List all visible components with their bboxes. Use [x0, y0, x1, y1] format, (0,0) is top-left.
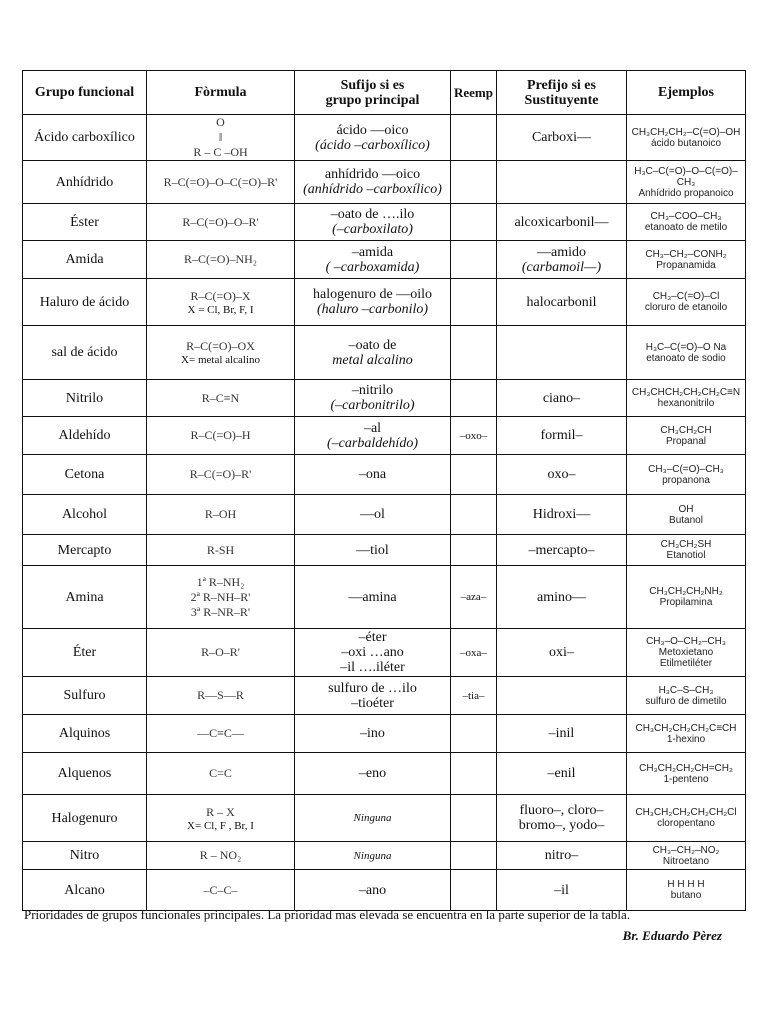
formula-text: R–OH [204, 507, 237, 521]
prefijo-text: alcoxicarbonil— [514, 214, 609, 230]
sufijo-alt: ( –carboxamida) [325, 259, 420, 275]
ejemplo-name: 1-hexino [666, 733, 706, 745]
ejemplo-cell [627, 842, 746, 870]
ejemplo-name: Etanotiol [666, 550, 706, 561]
grupo-name: Nitrilo [65, 390, 104, 406]
table-row [23, 204, 746, 241]
ejemplo-structure: OH [678, 503, 694, 515]
sufijo-cell [295, 115, 451, 161]
ejemplo-name: Propanal [665, 435, 707, 447]
ejemplo-name: Nitroetano [662, 855, 710, 867]
sufijo-cell [295, 677, 451, 715]
grupo-cell [23, 115, 147, 161]
ejemplo-name: Metoxietano Etilmetiléter [658, 647, 714, 669]
reemp-text: –aza– [460, 591, 487, 603]
ejemplo-structure: CH₃–O–CH₂–CH₃ [646, 636, 726, 647]
formula-text: R–C(=O)–O–R' [182, 214, 259, 229]
grupo-name: Ácido carboxílico [34, 130, 135, 145]
sufijo-alt: (–carboxilato) [332, 222, 413, 237]
reemp-cell [451, 380, 497, 417]
prefijo-cell [497, 161, 627, 204]
grupo-cell [23, 629, 147, 677]
prefijo-cell [497, 326, 627, 380]
sufijo-text: Ninguna [353, 849, 392, 862]
ejemplo-cell [627, 326, 746, 380]
formula-note: X= metal alcalino [181, 354, 260, 366]
reemp-cell [451, 495, 497, 535]
ejemplo-structure: CH₃CH₂CH₂CH=CH₂ [639, 762, 733, 774]
ejemplo-structure: H₃C–C(=O)–O Na [645, 341, 727, 353]
formula-text: R–O–R' [201, 645, 240, 659]
sufijo-text: –oato de [348, 337, 397, 353]
table-row [23, 495, 746, 535]
formula-cell [147, 842, 295, 870]
ejemplo-name: Propanamida [656, 259, 716, 271]
ejemplo-structure: CH₃–CH₂–NO₂ [652, 844, 720, 856]
prefijo-text: fluoro–, cloro– bromo–, yodo– [518, 803, 605, 833]
ejemplo-structure: H₃C–C(=O)–O–C(=O)–CH₃ [634, 165, 738, 188]
sufijo-cell [295, 417, 451, 455]
sufijo-text: –al [363, 420, 382, 436]
formula-cell [147, 535, 295, 566]
table-caption: Prioridades de grupos funcionales principales. La prioridad mas elevada se encuentra en la parte superior de la tabla. [24, 907, 631, 922]
ejemplo-cell [627, 204, 746, 241]
sufijo-text: sulfuro de …ilo –tioéter [328, 680, 417, 711]
sufijo-cell [295, 715, 451, 753]
table-row [23, 566, 746, 629]
table-row [23, 629, 746, 677]
formula-cell [147, 795, 295, 842]
ejemplo-structure: CH₃CH₂SH [660, 539, 712, 550]
grupo-cell [23, 161, 147, 204]
formula-cell [147, 715, 295, 753]
ejemplo-cell [627, 417, 746, 455]
grupo-name: Cetona [64, 467, 105, 482]
ejemplo-name: hexanonitrilo [657, 398, 715, 409]
prefijo-cell [497, 629, 627, 677]
table-row [23, 380, 746, 417]
sufijo-cell [295, 279, 451, 326]
prefijo-cell [497, 677, 627, 715]
ejemplo-structure: CH₃CH₂CH₂–C(=O)–OH [631, 126, 741, 138]
grupo-cell [23, 677, 147, 715]
prefijo-cell [497, 380, 627, 417]
reemp-cell [451, 535, 497, 566]
sufijo-cell [295, 870, 451, 911]
ejemplo-cell [627, 455, 746, 495]
prefijo-cell [497, 455, 627, 495]
formula-text: R–C≡N [201, 390, 240, 405]
sufijo-cell [295, 753, 451, 795]
ejemplo-cell [627, 161, 746, 204]
grupo-cell [23, 842, 147, 870]
sufijo-text: —ol [360, 507, 385, 522]
reemp-cell [451, 715, 497, 753]
grupo-cell [23, 495, 147, 535]
formula-text: R–C(=O)–O–C(=O)–R' [163, 174, 278, 189]
grupo-cell [23, 279, 147, 326]
formula-note: X = Cl, Br, F, I [187, 303, 254, 316]
prefijo-text: amino— [537, 589, 586, 605]
table-row [23, 417, 746, 455]
formula-cell [147, 495, 295, 535]
formula-text: R–C(=O)–X [190, 288, 251, 303]
formula-cell [147, 115, 295, 161]
formula-cell [147, 677, 295, 715]
ejemplo-cell [627, 535, 746, 566]
ejemplo-structure: CH₃CHCH₂CH₂CH₂C≡N [631, 387, 741, 398]
formula-text: R–C(=O)–OX [186, 339, 255, 353]
grupo-name: Aldehído [58, 428, 111, 443]
sufijo-cell [295, 455, 451, 495]
sufijo-text: –ino [360, 726, 385, 741]
grupo-cell [23, 241, 147, 279]
ejemplo-name: ácido butanoico [650, 137, 722, 149]
header-row [23, 71, 746, 115]
formula-text: C=C [209, 766, 232, 780]
ejemplo-name: cloruro de etanoilo [644, 302, 728, 313]
prefijo-text: –enil [547, 766, 576, 781]
ejemplo-name: butano [670, 890, 702, 901]
grupo-cell [23, 204, 147, 241]
grupo-name: Amida [65, 252, 104, 267]
ejemplo-name: Anhídrido propanoico [638, 187, 734, 199]
sufijo-cell [295, 204, 451, 241]
grupo-cell [23, 535, 147, 566]
formula-text: R – NO₂ [199, 848, 242, 862]
sufijo-text: –amida [351, 244, 394, 260]
table-row [23, 842, 746, 870]
ejemplo-name: Propilamina [659, 597, 713, 608]
formula-text: R – X [206, 804, 235, 819]
prefijo-text: –il [554, 882, 569, 898]
ejemplo-cell [627, 241, 746, 279]
sufijo-text: –nitrilo [351, 383, 394, 398]
prefijo-text: Carboxi— [531, 130, 592, 145]
ejemplo-structure: H H H H [667, 879, 705, 890]
prefijo-cell [497, 870, 627, 911]
ejemplo-structure: H₃C–S–CH₃ [658, 684, 714, 696]
sufijo-text: –eno [358, 766, 387, 781]
table-row [23, 535, 746, 566]
sufijo-cell [295, 566, 451, 629]
ejemplo-structure: CH₃–CH₂–CONH₂ [645, 248, 727, 260]
grupo-name: Haluro de ácido [39, 294, 130, 310]
formula-text: O ‖ R – C –OH [193, 115, 248, 159]
prefijo-text: nitro– [544, 848, 579, 863]
reemp-text: –oxa– [460, 646, 487, 659]
ejemplo-name: Butanol [669, 514, 703, 526]
ejemplo-name: etanoato de sodio [646, 352, 726, 364]
ejemplo-cell [627, 279, 746, 326]
ejemplo-structure: CH₃CH₂CH₂CH₂CH₂Cl [635, 807, 737, 818]
prefijo-text: formil– [540, 428, 583, 443]
sufijo-text: —tiol [356, 542, 389, 558]
formula-text: R—S—R [197, 688, 244, 702]
table-row [23, 455, 746, 495]
header-formula: Fòrmula [147, 71, 295, 115]
sufijo-text: Ninguna [353, 812, 392, 824]
prefijo-cell [497, 241, 627, 279]
grupo-name: Sulfuro [63, 688, 106, 703]
grupo-name: Alcohol [61, 507, 108, 522]
ejemplo-name: sulfuro de dimetilo [645, 695, 727, 707]
reemp-cell [451, 204, 497, 241]
grupo-cell [23, 326, 147, 380]
sufijo-text: –oato de ….ilo [330, 207, 415, 222]
formula-cell [147, 566, 295, 629]
sufijo-cell [295, 842, 451, 870]
ejemplo-structure: CH₃CH₂CH₂CH₂C≡CH [635, 722, 737, 734]
ejemplo-structure: CH₃CH₂CH₂NH₂ [649, 586, 723, 597]
sufijo-cell [295, 535, 451, 566]
grupo-cell [23, 753, 147, 795]
formula-note: X= Cl, F , Br, I [187, 819, 254, 832]
reemp-cell [451, 566, 497, 629]
prefijo-text: –inil [548, 726, 575, 741]
ejemplo-name: etanoato de metilo [644, 222, 728, 233]
sufijo-cell [295, 326, 451, 380]
prefijo-text: oxi– [549, 645, 574, 660]
prefijo-cell [497, 535, 627, 566]
prefijo-text: –mercapto– [528, 542, 595, 558]
grupo-cell [23, 380, 147, 417]
ejemplo-cell [627, 115, 746, 161]
ejemplo-name: 1-penteno [663, 773, 709, 785]
sufijo-alt: metal alcalino [332, 352, 413, 368]
ejemplo-cell [627, 795, 746, 842]
grupo-name: Éter [72, 645, 97, 660]
reemp-cell [451, 842, 497, 870]
ejemplo-cell [627, 629, 746, 677]
reemp-cell [451, 753, 497, 795]
ejemplo-cell [627, 753, 746, 795]
sufijo-text: –ona [358, 467, 387, 482]
prefijo-text: —amido [537, 244, 586, 260]
grupo-name: sal de ácido [51, 345, 118, 360]
sufijo-cell [295, 795, 451, 842]
formula-text: 1ª R–NH₂ 2ª R–NH–R' 3ª R–NR–R' [190, 574, 251, 619]
grupo-name: Alquenos [57, 766, 112, 781]
table-row [23, 870, 746, 911]
prefijo-cell [497, 566, 627, 629]
table-row [23, 161, 746, 204]
grupo-name: Éster [70, 214, 99, 230]
formula-text: R–C(=O)–H [190, 428, 251, 442]
sufijo-alt: (haluro –carbonilo) [316, 302, 429, 317]
ejemplo-structure: CH₃–C(=O)–CH₃ [648, 463, 724, 475]
header-grupo: Grupo funcional [23, 71, 147, 115]
sufijo-text: –éter –oxi …ano –il ….iléter [340, 630, 405, 675]
formula-cell [147, 161, 295, 204]
header-prefijo: Prefijo si es Sustituyente [497, 71, 627, 115]
ejemplo-structure: CH₃–C(=O)–Cl [652, 291, 720, 302]
ejemplo-cell [627, 380, 746, 417]
formula-text: R–C(=O)–NH₂ [184, 252, 257, 266]
formula-cell [147, 417, 295, 455]
ejemplo-name: cloropentano [657, 818, 715, 829]
formula-cell [147, 241, 295, 279]
formula-cell [147, 380, 295, 417]
table-row [23, 279, 746, 326]
sufijo-cell [295, 241, 451, 279]
grupo-cell [23, 455, 147, 495]
author-signature: Br. Eduardo Pèrez [622, 928, 722, 943]
ejemplo-cell [627, 495, 746, 535]
reemp-text: –tia– [462, 689, 485, 702]
table-row [23, 115, 746, 161]
reemp-cell [451, 629, 497, 677]
formula-cell [147, 326, 295, 380]
table-row [23, 715, 746, 753]
grupo-name: Nitro [69, 848, 100, 863]
sufijo-cell [295, 380, 451, 417]
reemp-cell [451, 677, 497, 715]
header-sufijo: Sufijo si es grupo principal [295, 71, 451, 115]
sufijo-text: —amina [348, 589, 397, 605]
grupo-name: Anhídrido [55, 174, 114, 190]
formula-text: R–C(=O)–R' [189, 467, 252, 481]
ejemplo-cell [627, 677, 746, 715]
prefijo-cell [497, 279, 627, 326]
prefijo-cell [497, 495, 627, 535]
ejemplo-cell [627, 566, 746, 629]
grupo-name: Amina [65, 589, 104, 605]
header-ejemplos: Ejemplos [627, 71, 746, 115]
grupo-cell [23, 715, 147, 753]
prefijo-text: halocarbonil [526, 294, 597, 310]
reemp-cell [451, 870, 497, 911]
table-row [23, 795, 746, 842]
ejemplo-cell [627, 715, 746, 753]
prefijo-cell [497, 795, 627, 842]
sufijo-text: ácido —oico [336, 122, 409, 138]
grupo-cell [23, 870, 147, 911]
ejemplo-name: propanona [662, 474, 710, 486]
formula-cell [147, 753, 295, 795]
grupo-cell [23, 795, 147, 842]
sufijo-text: anhídrido —oico [324, 167, 421, 182]
table-row [23, 677, 746, 715]
sufijo-alt: (–carbonitrilo) [330, 398, 415, 413]
prefijo-text: Hidroxi— [532, 507, 591, 522]
sufijo-cell [295, 495, 451, 535]
prefijo-cell [497, 204, 627, 241]
sufijo-cell [295, 161, 451, 204]
ejemplo-structure: CH₃CH₂CH [660, 424, 712, 436]
reemp-cell [451, 417, 497, 455]
grupo-name: Alcano [64, 882, 105, 898]
sufijo-text: –ano [358, 882, 387, 898]
grupo-cell [23, 417, 147, 455]
prefijo-text: oxo– [547, 467, 576, 482]
prefijo-cell [497, 715, 627, 753]
prefijo-cell [497, 842, 627, 870]
ejemplo-structure: CH₃–COO–CH₃ [650, 211, 722, 222]
table-row [23, 326, 746, 380]
prefijo-cell [497, 115, 627, 161]
formula-cell [147, 204, 295, 241]
grupo-name: Alquinos [58, 726, 111, 741]
formula-text: –C–C– [203, 882, 238, 897]
reemp-cell [451, 795, 497, 842]
reemp-cell [451, 279, 497, 326]
table-row [23, 241, 746, 279]
reemp-text: –oxo– [459, 429, 488, 442]
grupo-cell [23, 566, 147, 629]
formula-cell [147, 870, 295, 911]
prefijo-alt: (carbamoil—) [521, 259, 602, 275]
reemp-cell [451, 455, 497, 495]
ejemplo-cell [627, 870, 746, 911]
prefijo-cell [497, 753, 627, 795]
reemp-cell [451, 161, 497, 204]
grupo-name: Halogenuro [51, 810, 118, 826]
prefijo-text: ciano– [542, 390, 581, 406]
formula-cell [147, 455, 295, 495]
sufijo-text: halogenuro de —oilo [313, 287, 432, 302]
reemp-cell [451, 241, 497, 279]
reemp-cell [451, 326, 497, 380]
sufijo-alt: (anhídrido –carboxílico) [303, 182, 442, 197]
reemp-cell [451, 115, 497, 161]
functional-groups-table [22, 70, 746, 911]
header-reemp: Reemp [451, 71, 497, 115]
prefijo-cell [497, 417, 627, 455]
sufijo-alt: (–carbaldehído) [327, 435, 418, 451]
table-row [23, 753, 746, 795]
formula-text: R-SH [206, 542, 235, 557]
formula-text: —C≡C— [197, 726, 244, 740]
formula-cell [147, 279, 295, 326]
formula-cell [147, 629, 295, 677]
sufijo-alt: (ácido –carboxílico) [315, 137, 430, 153]
grupo-name: Mercapto [57, 542, 112, 558]
sufijo-cell [295, 629, 451, 677]
